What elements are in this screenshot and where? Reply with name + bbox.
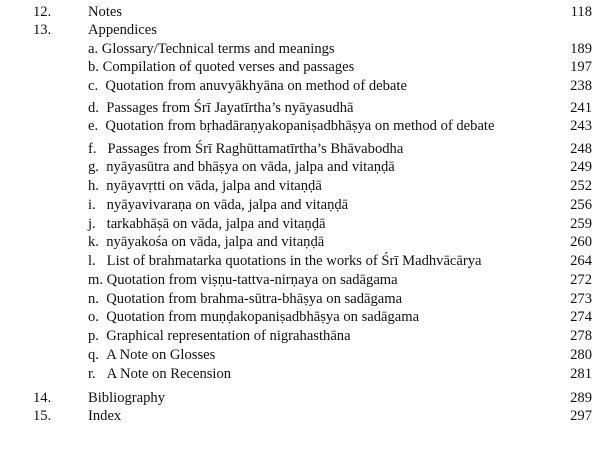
- toc-entry-page: 264: [570, 253, 592, 269]
- toc-entry-title: b. Compilation of quoted verses and passages: [88, 59, 355, 75]
- toc-entry-title: j. tarkabhāṣā on vāda, jalpa and vitaṇḍā: [88, 216, 326, 232]
- toc-entry-title: h. nyāyavṛtti on vāda, jalpa and vitaṇḍā: [88, 178, 322, 194]
- toc-entry-page: 260: [570, 234, 592, 250]
- toc-entry-index: [0, 407, 600, 425]
- toc-entry-page: 273: [570, 291, 592, 307]
- toc-entry-title: p. Graphical representation of nigrahasthāna: [88, 328, 351, 344]
- toc-entry-number: 12.: [33, 4, 52, 20]
- toc-entry-page: 274: [570, 309, 592, 325]
- toc-entry-page: 241: [570, 100, 592, 116]
- toc-entry-title: m. Quotation from viṣṇu-tattva-nirṇaya on sadāgama: [88, 272, 398, 288]
- toc-entry-title: Appendices: [88, 22, 157, 38]
- toc-entry-title: Notes: [88, 4, 123, 20]
- toc-entry-title: l. List of brahmatarka quotations in the works of Śrī Madhvācārya: [88, 253, 482, 269]
- toc-entry-appendix-q: [0, 346, 600, 364]
- toc-entry-bibliography: [0, 389, 600, 407]
- toc-entry-page: 197: [570, 59, 592, 75]
- toc-entry-appendix-p: [0, 327, 600, 345]
- toc-entry-title: d. Passages from Śrī Jayatīrtha’s nyāyasudhā: [88, 100, 354, 116]
- toc-entry-page: 238: [570, 78, 592, 94]
- toc-entry-page: 297: [570, 408, 592, 424]
- toc-entry-number: 15.: [33, 408, 52, 424]
- toc-entry-page: 272: [570, 272, 592, 288]
- toc-entry-title: a. Glossary/Technical terms and meanings: [88, 41, 335, 57]
- toc-entry-number: 13.: [33, 22, 52, 38]
- toc-entry-appendix-e: [0, 117, 600, 135]
- toc-entry-title: c. Quotation from anuvyākhyāna on method of debate: [88, 78, 407, 94]
- toc-entry-page: 249: [570, 159, 592, 175]
- toc-entry-title: k. nyāyakośa on vāda, jalpa and vitaṇḍā: [88, 234, 325, 250]
- toc-entry-page: 243: [570, 118, 592, 134]
- toc-entry-page: 280: [570, 347, 592, 363]
- toc-entry-title: i. nyāyavivaraṇa on vāda, jalpa and vitaṇḍā: [88, 197, 349, 213]
- toc-entry-appendices: [0, 21, 600, 39]
- toc-entry-page: 281: [570, 366, 592, 382]
- toc-entry-title: r. A Note on Recension: [88, 366, 232, 382]
- toc-entry-appendix-i: [0, 196, 600, 214]
- toc-entry-appendix-o: [0, 308, 600, 326]
- toc-entry-appendix-b: [0, 58, 600, 76]
- toc-entry-appendix-k: [0, 233, 600, 251]
- toc-entry-appendix-n: [0, 290, 600, 308]
- toc-entry-title: q. A Note on Glosses: [88, 347, 216, 363]
- toc-entry-appendix-r: [0, 365, 600, 383]
- toc-entry-page: 248: [570, 141, 592, 157]
- toc-entry-appendix-f: [0, 140, 600, 158]
- toc-entry-number: 14.: [33, 390, 52, 406]
- toc-entry-page: 256: [570, 197, 592, 213]
- toc-entry-title: e. Quotation from bṛhadāraṇyakopaniṣadbhāṣya on method of debate: [88, 118, 495, 134]
- toc-entry-appendix-c: [0, 77, 600, 95]
- toc-entry-appendix-j: [0, 215, 600, 233]
- toc-entry-page: 252: [570, 178, 592, 194]
- toc-entry-notes: [0, 3, 600, 21]
- toc-entry-title: n. Quotation from brahma-sūtra-bhāṣya on sadāgama: [88, 291, 403, 307]
- toc-entry-appendix-h: [0, 177, 600, 195]
- toc-entry-appendix-m: [0, 271, 600, 289]
- toc-entry-page: 118: [570, 4, 592, 20]
- toc-entry-title: o. Quotation from muṇḍakopaniṣadbhāṣya on sadāgama: [88, 309, 420, 325]
- toc-entry-title: Bibliography: [88, 390, 166, 406]
- toc-entry-page: 278: [570, 328, 592, 344]
- toc-entry-title: f. Passages from Śrī Raghūttamatīrtha’s Bhāvabodha: [88, 141, 404, 157]
- toc-entry-appendix-l: [0, 252, 600, 270]
- toc-entry-appendix-a: [0, 40, 600, 58]
- toc-entry-title: g. nyāyasūtra and bhāṣya on vāda, jalpa and vitaṇḍā: [88, 159, 395, 175]
- toc-entry-title: Index: [88, 408, 122, 424]
- toc-entry-page: 189: [570, 41, 592, 57]
- toc-entry-appendix-g: [0, 158, 600, 176]
- toc-entry-page: 289: [570, 390, 592, 406]
- toc-entry-page: 259: [570, 216, 592, 232]
- toc-entry-appendix-d: [0, 99, 600, 117]
